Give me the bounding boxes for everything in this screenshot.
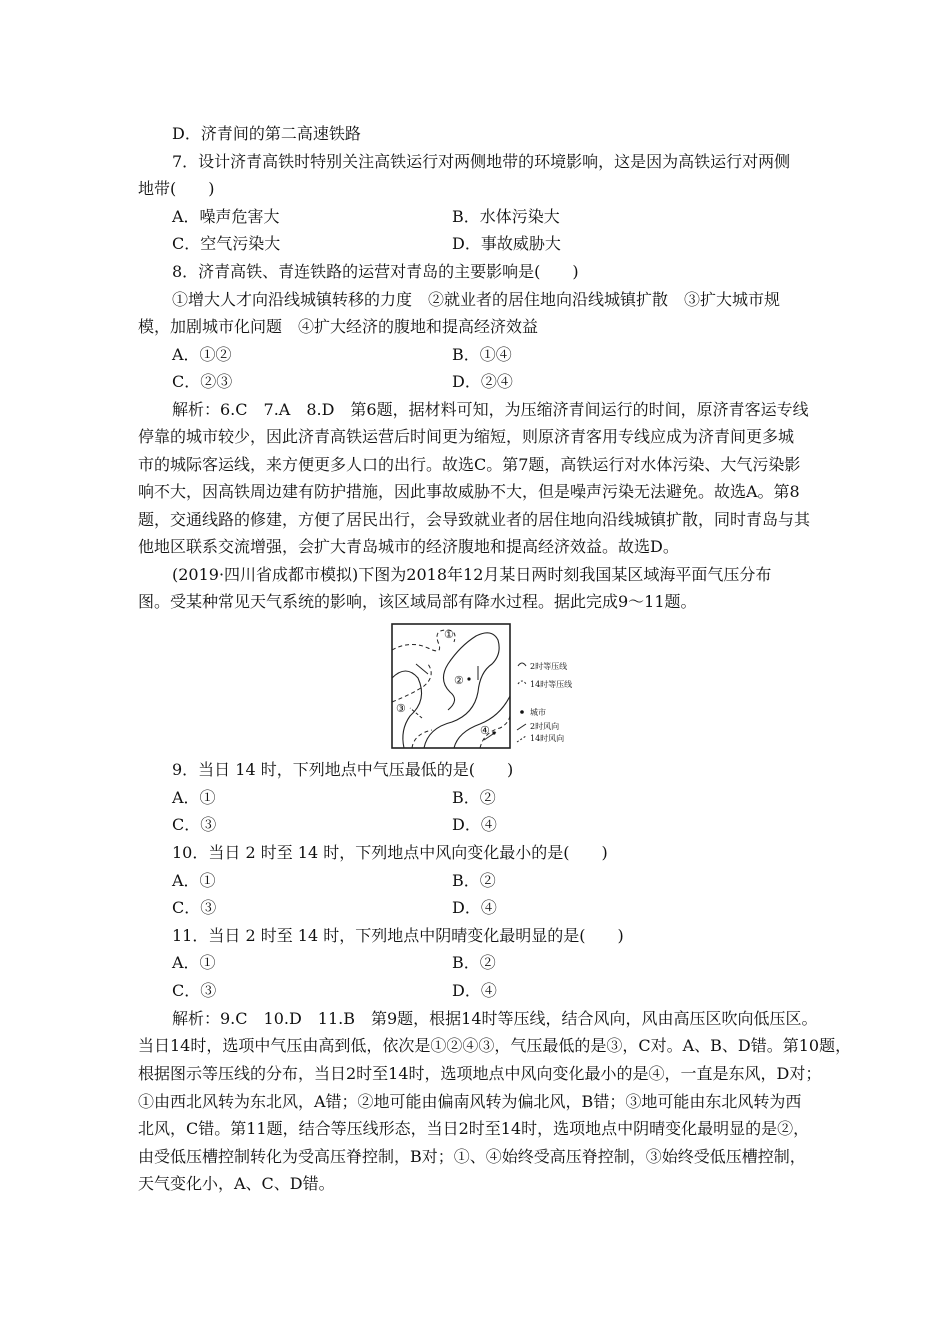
isobar-map: [388, 620, 588, 752]
analysis-6-8-line: 停靠的城市较少，因此济青高铁运营后时间更为缩短，则原济青客用专线应成为济青间更多城: [138, 427, 795, 446]
analysis-6-8-line: 响不大，因高铁周边建有防护措施，因此事故威胁不大，但是噪声污染无法避免。故选A。第8: [138, 482, 800, 501]
q9-option-c: C．③: [172, 815, 217, 834]
analysis-9-11-line: 由受低压槽控制转化为受高压脊控制，B对；①、④始终受高压脊控制，③始终受低压槽控制，: [138, 1147, 806, 1166]
q11-option-d: D．④: [452, 981, 497, 1000]
q7-option-b: B．水体污染大: [452, 207, 560, 226]
q10-option-a: A．①: [172, 871, 216, 890]
point-label: ①: [444, 628, 454, 641]
q8-items: ①增大人才向沿线城镇转移的力度 ②就业者的居住地向沿线城镇扩散 ③扩大城市规: [172, 290, 781, 309]
q8-items-cont: 模，加剧城市化问题 ④扩大经济的腹地和提高经济效益: [138, 317, 539, 336]
q8-option-d: D．②④: [452, 372, 513, 391]
q11-stem: 11．当日 2 时至 14 时，下列地点中阴晴变化最明显的是( ): [172, 926, 624, 945]
point-label: ④: [480, 724, 490, 737]
q9-stem: 9．当日 14 时，下列地点中气压最低的是( ): [172, 760, 514, 779]
legend-solid-line: [518, 663, 526, 666]
isobar-figure: [388, 620, 588, 752]
point-label: ②: [454, 674, 464, 687]
legend-label: 14时风向: [530, 734, 565, 743]
isobar-14h-line: [412, 730, 432, 748]
q10-option-b: B．②: [452, 871, 496, 890]
legend-label: 城市: [530, 708, 546, 717]
analysis-6-8-line: 解析：6.C 7.A 8.D 第6题，据材料可知，为压缩济青间运行的时间，原济青客运专线: [172, 400, 809, 419]
q8-stem: 8．济青高铁、青连铁路的运营对青岛的主要影响是( ): [172, 262, 579, 281]
legend-arrow: [517, 724, 526, 730]
isobar-14h-line: [392, 664, 431, 702]
q10-stem: 10．当日 2 时至 14 时，下列地点中风向变化最小的是( ): [172, 843, 608, 862]
q11-option-b: B．②: [452, 953, 496, 972]
analysis-9-11-line: 根据图示等压线的分布，当日2时至14时，选项地点中风向变化最小的是④，一直是东风，D对；: [138, 1064, 822, 1083]
analysis-9-11-line: 天气变化小，A、C、D错。: [138, 1174, 335, 1193]
analysis-9-11-line: 北风，C错。第11题，结合等压线形态，当日2时至14时，选项地点中阴晴变化最明显的是②，: [138, 1119, 810, 1138]
analysis-6-8-line: 他地区联系交流增强，会扩大青岛城市的经济腹地和提高经济效益。故选D。: [138, 537, 679, 556]
intro-line: 图。受某种常见天气系统的影响，该区域局部有降水过程。据此完成9～11题。: [138, 592, 697, 611]
legend-dashed-line: [518, 681, 526, 684]
q8-option-b: B．①④: [452, 345, 512, 364]
q6-option-d: D．济青间的第二高速铁路: [172, 124, 361, 143]
point-label: ③: [396, 702, 406, 715]
analysis-9-11-line: ①由西北风转为东北风，A错；②地可能由偏南风转为偏北风，B错；③地可能由东北风转为西: [138, 1092, 802, 1111]
analysis-9-11-line: 当日14时，选项中气压由高到低，依次是①②④③，气压最低的是③，C对。A、B、D错。第10题，: [138, 1036, 852, 1055]
city-dot: [467, 677, 470, 680]
legend-label: 2时等压线: [530, 662, 568, 671]
q7-option-d: D．事故威胁大: [452, 234, 561, 253]
q7-option-a: A．噪声危害大: [172, 207, 280, 226]
legend-city-dot: [520, 710, 524, 714]
analysis-9-11-line: 解析：9.C 10.D 11.B 第9题，根据14时等压线，结合风向，风由高压区吹向低压区。: [172, 1009, 818, 1028]
city-dot: [492, 731, 495, 734]
map-frame: [392, 624, 510, 748]
analysis-6-8-line: 题，交通线路的修建，方便了居民出行，会导致就业者的居住地向沿线城镇扩散，同时青岛与其: [138, 510, 811, 529]
q9-option-b: B．②: [452, 788, 496, 807]
wind-arrow: [416, 664, 428, 674]
q10-option-c: C．③: [172, 898, 217, 917]
intro-line: (2019·四川省成都市模拟)下图为2018年12月某日两时刻我国某区域海平面气压分布: [172, 565, 772, 584]
q10-option-d: D．④: [452, 898, 497, 917]
q11-option-c: C．③: [172, 981, 217, 1000]
legend-label: 14时等压线: [530, 680, 573, 689]
q8-option-c: C．②③: [172, 372, 233, 391]
legend-arrow: [517, 736, 526, 742]
q7-stem: 7．设计济青高铁时特别关注高铁运行对两侧地带的环境影响，这是因为高铁运行对两侧: [172, 152, 791, 171]
q7-option-c: C．空气污染大: [172, 234, 281, 253]
analysis-6-8-line: 市的城际客运线，来方便更多人口的出行。故选C。第7题，高铁运行对水体污染、大气污染影: [138, 455, 801, 474]
isobar-2h-line: [454, 696, 510, 748]
q11-option-a: A．①: [172, 953, 216, 972]
q8-option-a: A．①②: [172, 345, 232, 364]
q9-option-a: A．①: [172, 788, 216, 807]
q9-option-d: D．④: [452, 815, 497, 834]
legend-label: 2时风向: [530, 722, 560, 731]
q7-stem-cont: 地带( ): [138, 179, 215, 198]
